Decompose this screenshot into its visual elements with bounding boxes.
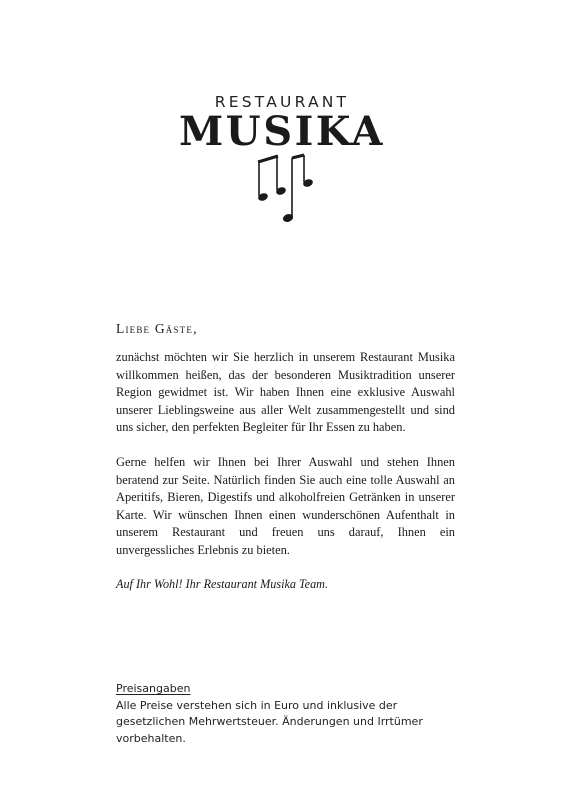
- letter-paragraph-2: Gerne helfen wir Ihnen bei Ihrer Auswahl und stehen Ihnen beratend zur Seite. Natürlich finden Sie auch eine tolle Auswahl an Aperitifs, Bieren, Digestifs und alkoholfreien Getränken in unserer Karte. Wir wünschen Ihnen einen wunderschönen Aufenthalt in unserem Restaurant und freuen uns darauf, Ihnen ein unvergessliches Erlebnis zu bieten.: [116, 454, 455, 557]
- price-notice: [116, 681, 466, 747]
- brand-name: MUSIKA: [179, 108, 385, 155]
- welcome-letter: [116, 321, 455, 592]
- price-notice-title: Preisangaben: [116, 682, 191, 695]
- music-notes-icon: [254, 152, 314, 226]
- salutation: Liebe Gäste,: [116, 321, 198, 336]
- price-notice-text: Alle Preise verstehen sich in Euro und inklusive der gesetzlichen Mehrwertsteuer. Änderungen und Irrtümer vorbehalten.: [116, 698, 423, 745]
- letter-paragraph-1: zunächst möchten wir Sie herzlich in unserem Restaurant Musika willkommen heißen, das der besonderen Musiktradition unserer Region gewidmet ist. Wir haben Ihnen eine exklusive Auswahl unserer Lieblingsweine aus aller Welt zusammengestellt und sind uns sicher, den perfekten Begleiter für Ihr Essen zu haben.: [116, 350, 455, 435]
- restaurant-label: RESTAURANT: [214, 93, 350, 111]
- letter-signoff: Auf Ihr Wohl! Ihr Restaurant Musika Team.: [116, 576, 329, 591]
- header: [0, 0, 564, 240]
